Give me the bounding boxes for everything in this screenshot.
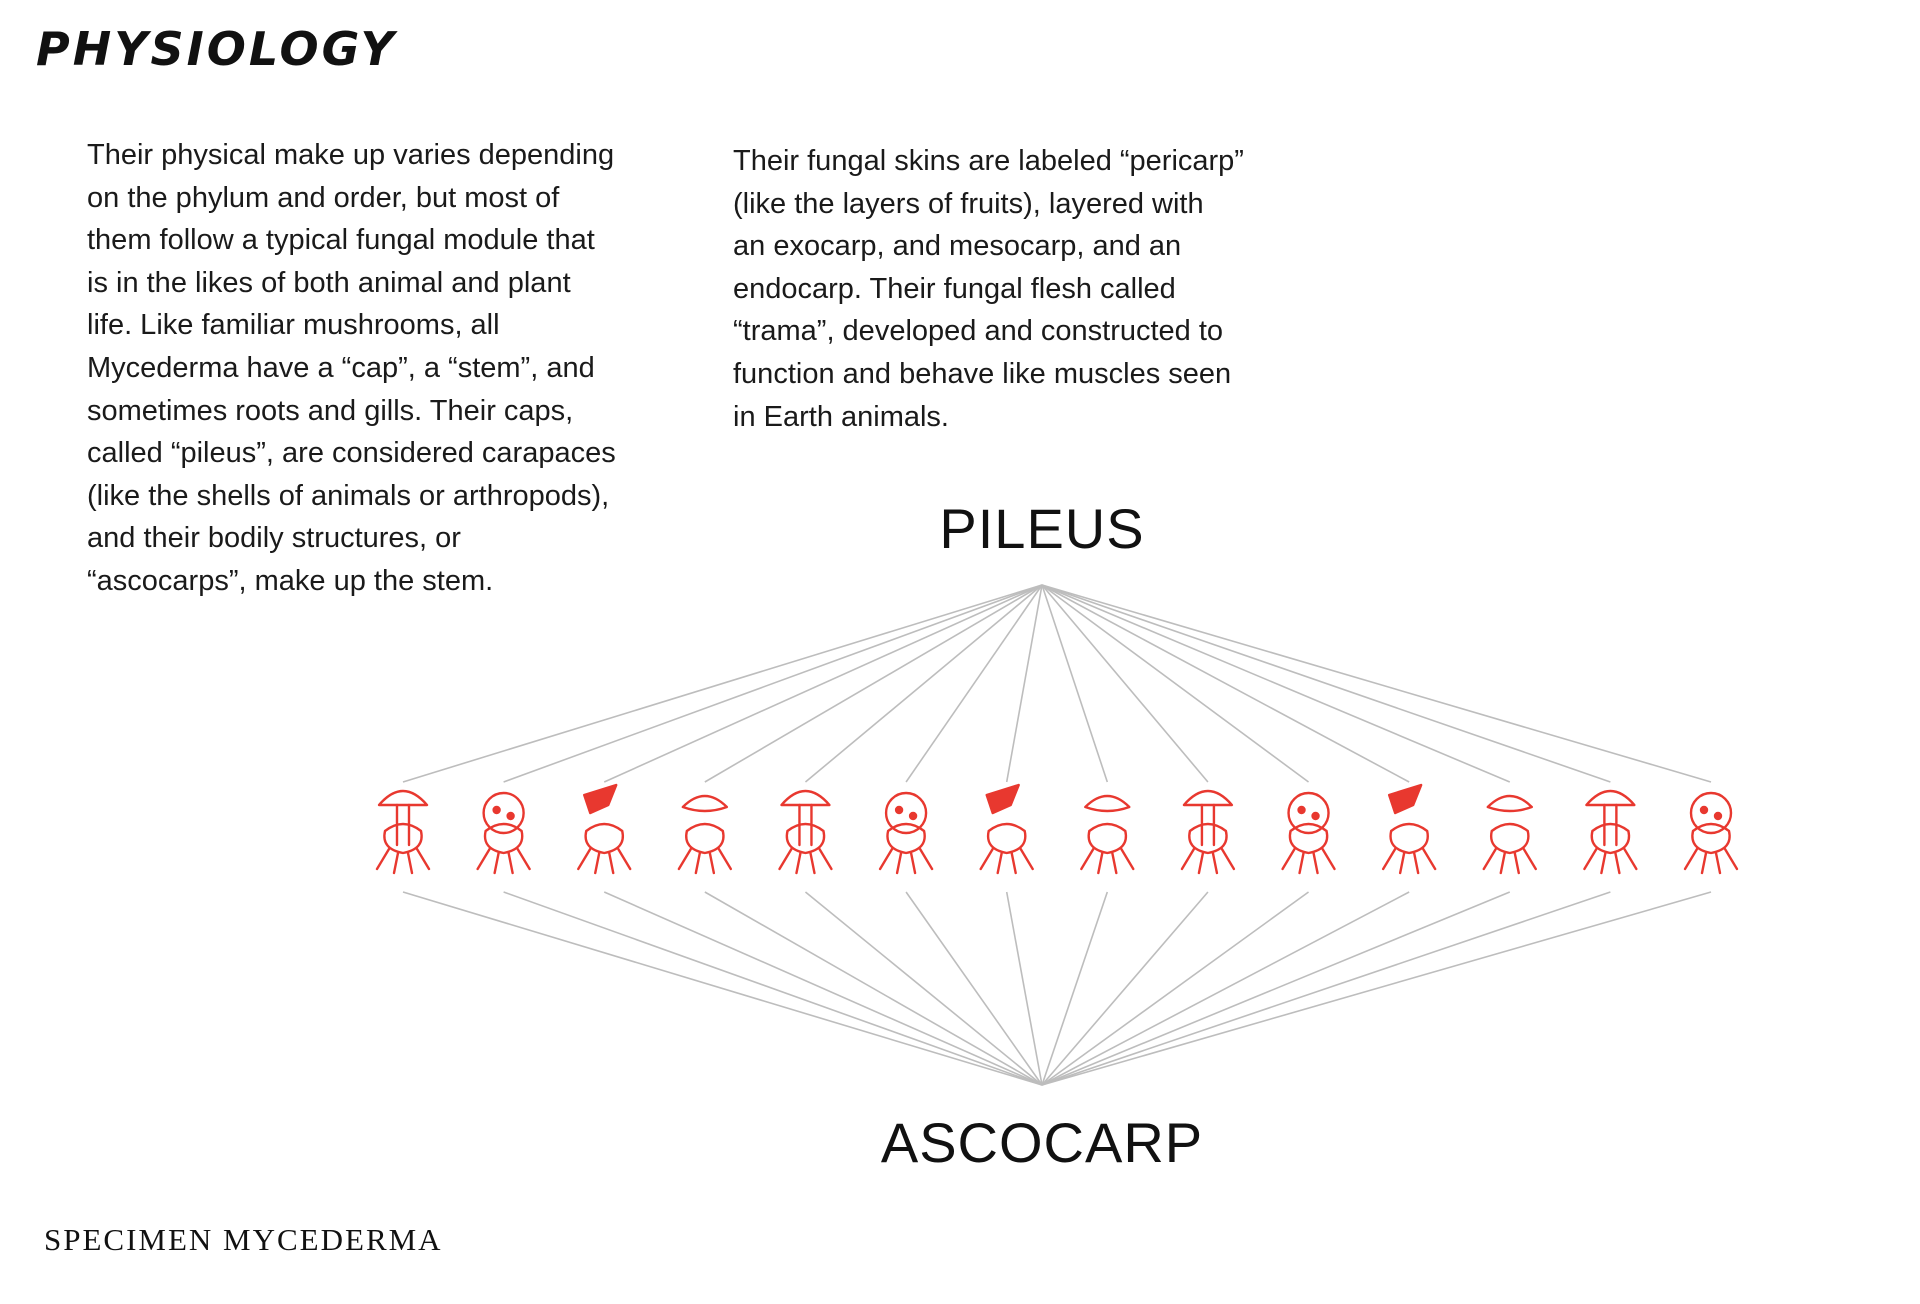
specimen-mushroom-jellyfish-icon [377, 791, 429, 873]
ascocarp-label: ASCOCARP [880, 1111, 1204, 1174]
pileus-connector-line [403, 585, 1042, 782]
pileus-connector-line [705, 585, 1042, 782]
ascocarp-connectors [403, 892, 1711, 1085]
pileus-connector-line [1042, 585, 1309, 782]
specimen-long-crawler-icon [1383, 785, 1435, 873]
ascocarp-connector-line [1042, 892, 1309, 1085]
ascocarp-connector-line [1042, 892, 1711, 1085]
footer-brand: SPECIMEN MYCEDERMA [44, 1222, 443, 1257]
specimen-worm-creature-icon [578, 785, 630, 873]
specimen-flame-head-creature-icon [1484, 796, 1536, 873]
page-title: PHYSIOLOGY [36, 22, 397, 76]
pileus-connector-line [805, 585, 1042, 782]
specimen-crouching-beast-icon [880, 793, 932, 873]
ascocarp-connector-line [705, 892, 1042, 1085]
specimen-frog-creature-icon [1283, 793, 1335, 873]
pileus-label: PILEUS [939, 497, 1145, 560]
specimen-hooded-crab-icon [981, 785, 1033, 873]
specimen-big-cap-creature-icon [1584, 791, 1636, 873]
ascocarp-connector-line [906, 892, 1042, 1085]
ascocarp-connector-line [1007, 892, 1042, 1085]
pileus-connector-line [1042, 585, 1510, 782]
ascocarp-connector-line [604, 892, 1042, 1085]
specimen-row [377, 785, 1737, 873]
intro-paragraph: Their physical make up varies depending on the phylum and order, but most of them follow a typical fungal module that is in the likes of both animal and plant life. Like familiar mushrooms, all Mycederma have a “cap”, a “stem”, and sometimes roots and gills. Their caps, called “pileus”, are considered carapaces (like the shells of animals or arthropods), and their bodily structures, or “ascocarps”, make up the stem. [87, 139, 616, 597]
pileus-connector-line [1042, 585, 1610, 782]
pileus-connector-line [604, 585, 1042, 782]
specimen-tentacled-blob-icon [679, 796, 731, 873]
skin-paragraph: Their fungal skins are labeled “pericarp” (like the layers of fruits), layered with an exocarp, and mesocarp, and an endocarp. Their fungal flesh called “trama”, developed and constructed to function and behave like muscles seen in Earth animals. [733, 145, 1244, 433]
ascocarp-connector-line [1042, 892, 1510, 1085]
ascocarp-connector-line [805, 892, 1042, 1085]
pileus-connectors [403, 585, 1711, 782]
ascocarp-connector-line [504, 892, 1042, 1085]
specimen-long-neck-creature-icon [779, 791, 831, 873]
specimen-hat-spider-icon [1685, 793, 1737, 873]
ascocarp-connector-line [403, 892, 1042, 1085]
pileus-connector-line [1007, 585, 1042, 782]
pileus-connector-line [1042, 585, 1711, 782]
pileus-connector-line [906, 585, 1042, 782]
specimen-balloon-stalk-creature-icon [1081, 796, 1133, 873]
specimen-capped-biped-icon [1182, 791, 1234, 873]
ascocarp-connector-line [1042, 892, 1610, 1085]
specimen-round-cluster-creature-icon [478, 793, 530, 873]
pileus-connector-line [504, 585, 1042, 782]
